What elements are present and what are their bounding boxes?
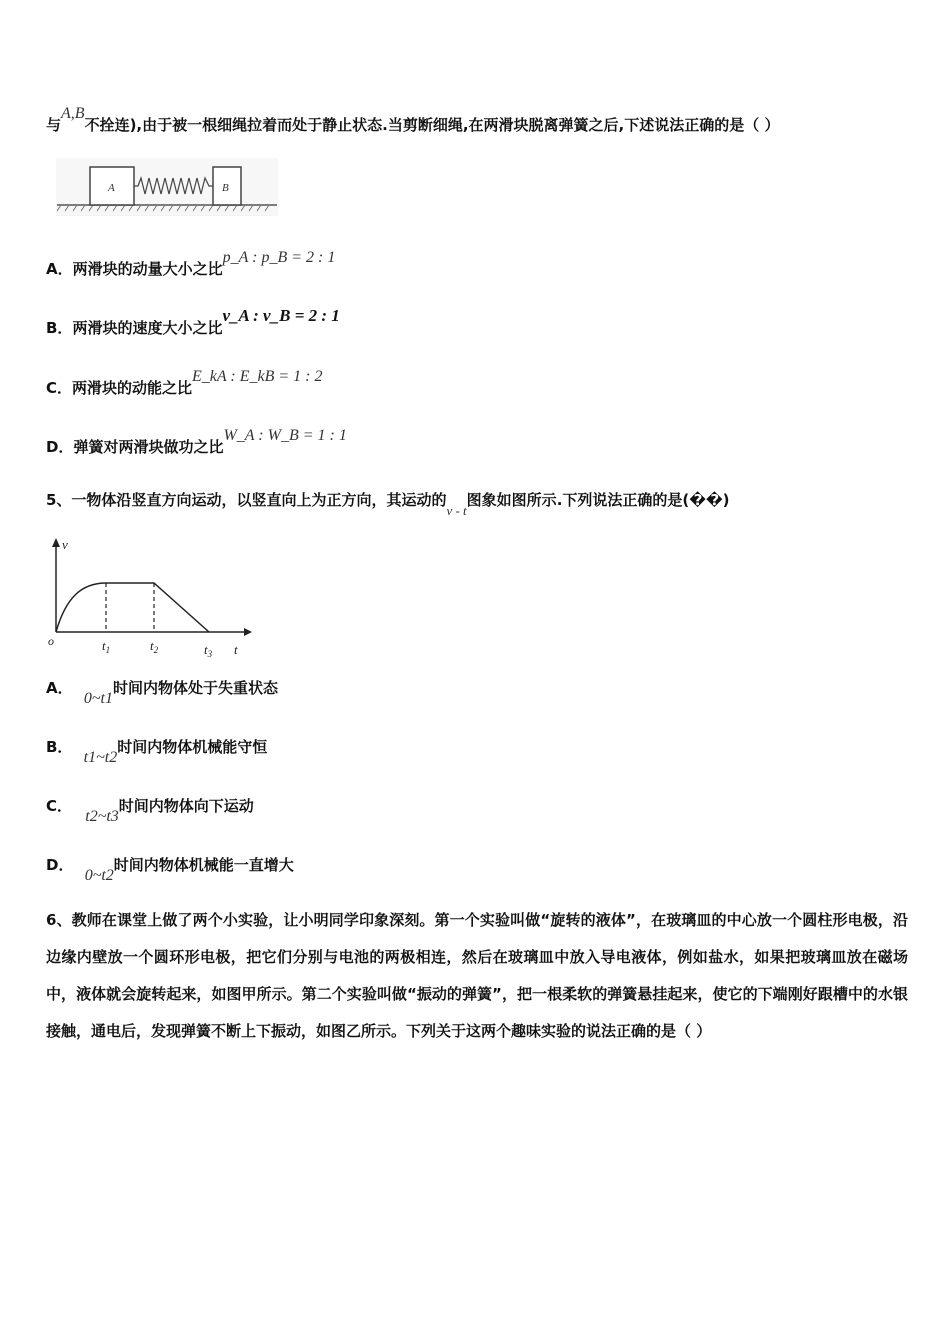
option-text: 弹簧对两滑块做功之比 <box>73 438 224 456</box>
option-label: C． <box>46 797 73 815</box>
option-text: 时间内物体处于失重状态 <box>112 679 278 697</box>
q5-stem <box>46 489 730 518</box>
option-label: B． <box>46 738 73 756</box>
origin-label: o <box>48 634 54 648</box>
velocity-curve <box>56 583 209 632</box>
option-math: W_A : W_B = 1 : 1 <box>223 427 347 444</box>
option-math: v_A : v_B = 2 : 1 <box>222 306 340 325</box>
q4-intro-prefix: 与 <box>46 116 62 134</box>
q5-prefix: 5、一物体沿竖直方向运动，以竖直向上为正方向，其运动的 <box>46 491 447 509</box>
q5-math: v - t <box>446 503 467 518</box>
q5-option-c <box>46 795 254 825</box>
x-axis-arrow <box>244 628 252 636</box>
tick-t1: $t_1$ <box>102 638 111 655</box>
tick-t2: $t_2$ <box>150 638 159 655</box>
block-b-label: B <box>222 182 229 194</box>
option-label: A． <box>46 260 73 278</box>
q5-option-a <box>46 677 278 707</box>
q5-option-b <box>46 736 268 766</box>
option-math: t2~t3 <box>85 808 119 825</box>
option-text: 时间内物体机械能守恒 <box>117 738 268 756</box>
option-label: B． <box>46 319 73 337</box>
option-math: p_A : p_B = 2 : 1 <box>222 249 336 266</box>
q4-intro-text: 不拴连),由于被一根细绳拉着而处于静止状态.当剪断细绳,在两滑块脱离弹簧之后,下述说法正确的是（ ） <box>84 116 780 134</box>
option-label: C． <box>46 379 73 397</box>
option-text: 时间内物体向下运动 <box>118 797 254 815</box>
y-axis-label: v <box>62 537 68 552</box>
q5-paren: (��) <box>682 491 730 509</box>
option-math: E_kA : E_kB = 1 : 2 <box>192 368 323 385</box>
q6-stem: 6、教师在课堂上做了两个小实验，让小明同学印象深刻。第一个实验叫做“旋转的液体”，在玻璃皿的中心放一个圆柱形电极，沿边缘内壁放一个圆环形电极，把它们分别与电池的两极相连，然后在玻璃皿中放入导电液体，例如盐水，如果把玻璃皿放在磁场中，液体就会旋转起来，如图甲所示。第二个实验叫做“振动的弹簧”，把一根柔软的弹簧悬挂起来，使它的下端刚好跟槽中的水银接触，通电后，发现弹簧不断上下振动，如图乙所示。下列关于这两个趣味实验的说法正确的是（ ） <box>46 911 908 1040</box>
option-math: 0~t2 <box>84 867 114 884</box>
option-math: t1~t2 <box>83 749 118 766</box>
tick-t3: $t_3$ <box>204 642 213 659</box>
q4-option-d <box>46 427 347 457</box>
q5-option-d <box>46 854 294 884</box>
q5-suffix: 图象如图所示 <box>466 491 557 509</box>
option-text: 两滑块的动量大小之比 <box>72 260 223 278</box>
q4-option-b <box>46 306 340 338</box>
option-label: D． <box>46 856 74 874</box>
option-label: D． <box>46 438 74 456</box>
x-axis-label: t <box>234 642 238 657</box>
q4-intro <box>46 105 780 135</box>
q4-intro-math: A,B <box>61 105 85 122</box>
q4-option-a <box>46 249 336 279</box>
spring-blocks-figure <box>55 158 280 220</box>
option-text: 两滑块的动能之比 <box>72 379 193 397</box>
option-text: 两滑块的速度大小之比 <box>72 319 223 337</box>
y-axis-arrow <box>52 538 60 547</box>
q4-option-c <box>46 368 323 398</box>
q5-suffix2: .下列说法正确的是 <box>556 491 683 509</box>
option-text: 时间内物体机械能一直增大 <box>113 856 294 874</box>
option-label: A． <box>46 679 73 697</box>
vt-graph <box>44 535 254 664</box>
block-a-label: A <box>108 182 115 194</box>
option-math: 0~t1 <box>83 690 113 707</box>
